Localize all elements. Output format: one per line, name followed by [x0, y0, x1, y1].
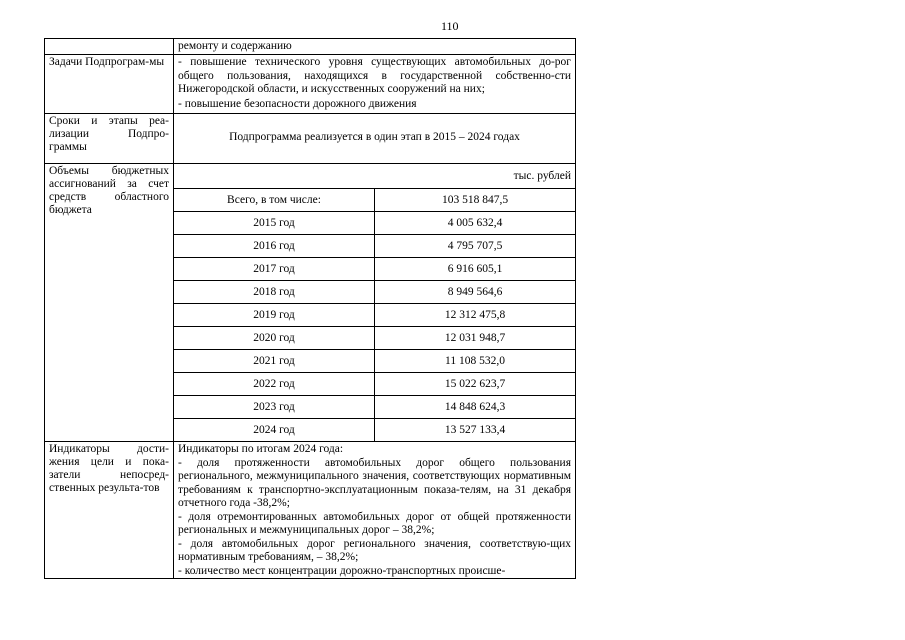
- indicators-line-2: - доля протяженности автомобильных дорог общего пользования регионального, межмуниципального значения, соответствующих нормативным требованиям к транспортно-эксплуатационным показа-телям, на 31 декабря отчетного года -38,2%;: [178, 456, 571, 509]
- terms-text: Подпрограмма реализуется в один этап в 2015 – 2024 годах: [229, 131, 520, 143]
- budget-amount: 13 527 133,4: [375, 419, 576, 442]
- budget-amount: 15 022 623,7: [375, 373, 576, 396]
- budget-amount: 103 518 847,5: [375, 189, 576, 212]
- budget-year-row: [174, 281, 575, 304]
- row-previous-label: [45, 39, 174, 55]
- budget-year: 2020 год: [174, 327, 375, 350]
- budget-year: 2016 год: [174, 235, 375, 258]
- budget-year: 2015 год: [174, 212, 375, 235]
- budget-year-row: [174, 212, 575, 235]
- indicators-line-5: - количество мест концентрации дорожно-транспортных происше-: [178, 564, 506, 577]
- row-previous: [45, 39, 576, 55]
- budget-amount: 4 795 707,5: [375, 235, 576, 258]
- budget-amount: 11 108 532,0: [375, 350, 576, 373]
- row-indicators: [45, 442, 576, 579]
- tasks-line-1: - повышение технического уровня существующих автомобильных до-рог общего пользования, находящихся в государственной собственно-сти Нижегородской области, и искусственных сооружений на них;: [178, 56, 571, 95]
- budget-year-row: [174, 419, 575, 442]
- budget-year: 2018 год: [174, 281, 375, 304]
- budget-year-row: [174, 235, 575, 258]
- budget-amount: 6 916 605,1: [375, 258, 576, 281]
- budget-year-row: [174, 258, 575, 281]
- budget-year-row: [174, 350, 575, 373]
- budget-amount: 4 005 632,4: [375, 212, 576, 235]
- passport-table: [44, 38, 576, 579]
- row-budget-content: [174, 164, 576, 442]
- budget-amount: 12 312 475,8: [375, 304, 576, 327]
- budget-year-row: [174, 396, 575, 419]
- row-budget: [45, 164, 576, 442]
- row-terms-label: Сроки и этапы реа-лизации Подпро-граммы: [45, 114, 174, 164]
- budget-year-row: [174, 327, 575, 350]
- budget-unit-row: [174, 164, 575, 189]
- budget-year: 2024 год: [174, 419, 375, 442]
- budget-amount: 12 031 948,7: [375, 327, 576, 350]
- budget-amount: 14 848 624,3: [375, 396, 576, 419]
- budget-year-row: [174, 304, 575, 327]
- row-indicators-label: Индикаторы дости-жения цели и пока-затели непосред-ственных результа-тов: [45, 442, 174, 579]
- row-tasks-content: [174, 55, 576, 114]
- budget-year: Всего, в том числе:: [174, 189, 375, 212]
- row-tasks: [45, 55, 576, 114]
- tasks-line-2: - повышение безопасности дорожного движения: [178, 97, 417, 110]
- row-indicators-content: [174, 442, 576, 579]
- budget-year: 2022 год: [174, 373, 375, 396]
- budget-year: 2017 год: [174, 258, 375, 281]
- budget-amount: 8 949 564,6: [375, 281, 576, 304]
- row-terms-content: [174, 114, 576, 164]
- budget-unit: тыс. рублей: [174, 164, 575, 189]
- row-budget-label: Объемы бюджетных ассигнований за счет средств областного бюджета: [45, 164, 174, 442]
- budget-year: 2021 год: [174, 350, 375, 373]
- indicators-line-1: Индикаторы по итогам 2024 года:: [178, 443, 344, 455]
- row-tasks-label: Задачи Подпрограм-мы: [45, 55, 174, 114]
- indicators-line-3: - доля отремонтированных автомобильных дорог от общей протяженности региональных и межмуниципальных дорог – 38,2%;: [178, 510, 571, 536]
- page-number: 110: [441, 19, 459, 33]
- budget-table: [174, 164, 575, 441]
- indicators-line-4: - доля автомобильных дорог регионального значения, соответствую-щих нормативным требованиям, – 38,2%;: [178, 537, 571, 563]
- budget-total-row: [174, 189, 575, 212]
- row-terms: [45, 114, 576, 164]
- budget-year-row: [174, 373, 575, 396]
- row-previous-text: ремонту и содержанию: [174, 39, 576, 55]
- budget-year: 2019 год: [174, 304, 375, 327]
- budget-year: 2023 год: [174, 396, 375, 419]
